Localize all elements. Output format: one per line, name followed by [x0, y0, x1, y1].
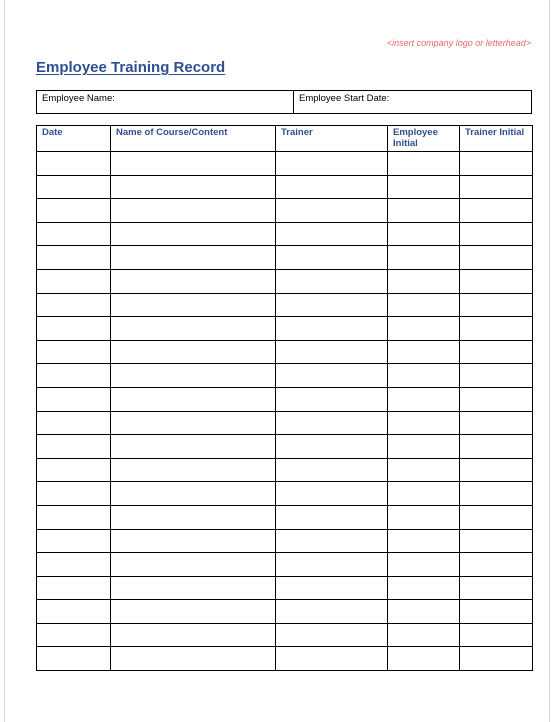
- page-title: Employee Training Record: [36, 59, 226, 76]
- cell-date[interactable]: [37, 576, 111, 600]
- cell-trainer-initial[interactable]: [460, 647, 533, 671]
- cell-date[interactable]: [37, 387, 111, 411]
- cell-course[interactable]: [111, 411, 276, 435]
- cell-date[interactable]: [37, 364, 111, 388]
- cell-employee-initial[interactable]: [388, 364, 460, 388]
- table-row: [37, 199, 533, 223]
- cell-course[interactable]: [111, 647, 276, 671]
- cell-trainer[interactable]: [276, 600, 388, 624]
- cell-employee-initial[interactable]: [388, 340, 460, 364]
- cell-course[interactable]: [111, 246, 276, 270]
- cell-trainer-initial[interactable]: [460, 246, 533, 270]
- cell-trainer[interactable]: [276, 505, 388, 529]
- table-row: [37, 269, 533, 293]
- cell-trainer[interactable]: [276, 576, 388, 600]
- cell-date[interactable]: [37, 600, 111, 624]
- cell-trainer[interactable]: [276, 482, 388, 506]
- column-header-trainer: Trainer: [276, 126, 388, 152]
- document-page: [4, 0, 550, 722]
- cell-course[interactable]: [111, 293, 276, 317]
- employee-name-label: Employee Name:: [42, 93, 115, 104]
- cell-trainer-initial[interactable]: [460, 175, 533, 199]
- cell-trainer[interactable]: [276, 553, 388, 577]
- cell-course[interactable]: [111, 317, 276, 341]
- table-row: [37, 387, 533, 411]
- column-header-course: Name of Course/Content: [111, 126, 276, 152]
- cell-date[interactable]: [37, 340, 111, 364]
- cell-date[interactable]: [37, 458, 111, 482]
- cell-trainer-initial[interactable]: [460, 435, 533, 459]
- cell-date[interactable]: [37, 553, 111, 577]
- cell-trainer[interactable]: [276, 435, 388, 459]
- cell-trainer-initial[interactable]: [460, 340, 533, 364]
- cell-date[interactable]: [37, 222, 111, 246]
- cell-course[interactable]: [111, 529, 276, 553]
- cell-trainer-initial[interactable]: [460, 317, 533, 341]
- cell-trainer-initial[interactable]: [460, 482, 533, 506]
- cell-employee-initial[interactable]: [388, 623, 460, 647]
- table-row: [37, 364, 533, 388]
- cell-employee-initial[interactable]: [388, 576, 460, 600]
- cell-course[interactable]: [111, 199, 276, 223]
- cell-trainer-initial[interactable]: [460, 600, 533, 624]
- cell-employee-initial[interactable]: [388, 199, 460, 223]
- cell-course[interactable]: [111, 269, 276, 293]
- employee-start-date-field[interactable]: [294, 91, 532, 114]
- cell-employee-initial[interactable]: [388, 222, 460, 246]
- cell-trainer[interactable]: [276, 364, 388, 388]
- cell-employee-initial[interactable]: [388, 600, 460, 624]
- table-row: [37, 505, 533, 529]
- cell-date[interactable]: [37, 505, 111, 529]
- cell-course[interactable]: [111, 152, 276, 176]
- cell-trainer-initial[interactable]: [460, 199, 533, 223]
- table-row: [37, 340, 533, 364]
- cell-trainer-initial[interactable]: [460, 152, 533, 176]
- logo-placeholder-text: <insert company logo or letterhead>: [386, 38, 531, 48]
- cell-course[interactable]: [111, 482, 276, 506]
- cell-course[interactable]: [111, 623, 276, 647]
- table-row: [37, 222, 533, 246]
- cell-trainer[interactable]: [276, 458, 388, 482]
- cell-employee-initial[interactable]: [388, 387, 460, 411]
- column-header-trainer-initial: Trainer Initial: [460, 126, 533, 152]
- cell-course[interactable]: [111, 553, 276, 577]
- cell-employee-initial[interactable]: [388, 175, 460, 199]
- cell-course[interactable]: [111, 175, 276, 199]
- cell-trainer[interactable]: [276, 175, 388, 199]
- cell-trainer-initial[interactable]: [460, 623, 533, 647]
- cell-trainer-initial[interactable]: [460, 458, 533, 482]
- cell-employee-initial[interactable]: [388, 482, 460, 506]
- table-row: [37, 647, 533, 671]
- cell-trainer[interactable]: [276, 293, 388, 317]
- table-row: [37, 482, 533, 506]
- cell-trainer[interactable]: [276, 647, 388, 671]
- cell-date[interactable]: [37, 269, 111, 293]
- table-row: [37, 600, 533, 624]
- table-row: [37, 623, 533, 647]
- employee-start-date-label: Employee Start Date:: [299, 93, 390, 104]
- cell-date[interactable]: [37, 482, 111, 506]
- cell-trainer[interactable]: [276, 246, 388, 270]
- cell-employee-initial[interactable]: [388, 505, 460, 529]
- cell-date[interactable]: [37, 199, 111, 223]
- employee-name-field[interactable]: [37, 91, 294, 114]
- training-record-body: [37, 152, 533, 671]
- cell-employee-initial[interactable]: [388, 152, 460, 176]
- table-row: [37, 576, 533, 600]
- employee-info-table: [36, 90, 532, 114]
- cell-date[interactable]: [37, 647, 111, 671]
- table-row: [37, 293, 533, 317]
- table-row: [37, 411, 533, 435]
- cell-trainer-initial[interactable]: [460, 364, 533, 388]
- cell-trainer[interactable]: [276, 317, 388, 341]
- cell-trainer[interactable]: [276, 152, 388, 176]
- cell-trainer[interactable]: [276, 269, 388, 293]
- cell-date[interactable]: [37, 623, 111, 647]
- cell-course[interactable]: [111, 576, 276, 600]
- table-header-row: [37, 126, 533, 152]
- table-row: [37, 553, 533, 577]
- cell-course[interactable]: [111, 435, 276, 459]
- cell-employee-initial[interactable]: [388, 647, 460, 671]
- cell-employee-initial[interactable]: [388, 435, 460, 459]
- cell-trainer-initial[interactable]: [460, 222, 533, 246]
- table-row: [37, 152, 533, 176]
- cell-employee-initial[interactable]: [388, 529, 460, 553]
- cell-trainer[interactable]: [276, 623, 388, 647]
- cell-course[interactable]: [111, 600, 276, 624]
- cell-date[interactable]: [37, 246, 111, 270]
- cell-employee-initial[interactable]: [388, 553, 460, 577]
- training-record-table: [36, 125, 533, 671]
- cell-date[interactable]: [37, 317, 111, 341]
- table-row: [37, 458, 533, 482]
- table-row: [37, 175, 533, 199]
- cell-trainer-initial[interactable]: [460, 576, 533, 600]
- cell-course[interactable]: [111, 340, 276, 364]
- cell-trainer-initial[interactable]: [460, 293, 533, 317]
- table-row: [37, 435, 533, 459]
- cell-date[interactable]: [37, 529, 111, 553]
- cell-employee-initial[interactable]: [388, 458, 460, 482]
- cell-employee-initial[interactable]: [388, 269, 460, 293]
- cell-trainer-initial[interactable]: [460, 505, 533, 529]
- cell-date[interactable]: [37, 175, 111, 199]
- cell-course[interactable]: [111, 458, 276, 482]
- cell-employee-initial[interactable]: [388, 317, 460, 341]
- cell-trainer-initial[interactable]: [460, 411, 533, 435]
- cell-course[interactable]: [111, 387, 276, 411]
- cell-trainer-initial[interactable]: [460, 553, 533, 577]
- cell-trainer[interactable]: [276, 387, 388, 411]
- cell-course[interactable]: [111, 505, 276, 529]
- column-header-employee-initial: Employee Initial: [388, 126, 460, 152]
- cell-date[interactable]: [37, 152, 111, 176]
- cell-employee-initial[interactable]: [388, 411, 460, 435]
- table-row: [37, 529, 533, 553]
- table-row: [37, 317, 533, 341]
- cell-course[interactable]: [111, 364, 276, 388]
- cell-trainer[interactable]: [276, 340, 388, 364]
- cell-trainer[interactable]: [276, 529, 388, 553]
- cell-trainer-initial[interactable]: [460, 387, 533, 411]
- cell-trainer-initial[interactable]: [460, 269, 533, 293]
- table-row: [37, 246, 533, 270]
- cell-date[interactable]: [37, 411, 111, 435]
- cell-employee-initial[interactable]: [388, 293, 460, 317]
- cell-trainer[interactable]: [276, 222, 388, 246]
- cell-course[interactable]: [111, 222, 276, 246]
- cell-employee-initial[interactable]: [388, 246, 460, 270]
- cell-trainer[interactable]: [276, 411, 388, 435]
- column-header-date: Date: [37, 126, 111, 152]
- cell-trainer[interactable]: [276, 199, 388, 223]
- cell-date[interactable]: [37, 435, 111, 459]
- cell-trainer-initial[interactable]: [460, 529, 533, 553]
- cell-date[interactable]: [37, 293, 111, 317]
